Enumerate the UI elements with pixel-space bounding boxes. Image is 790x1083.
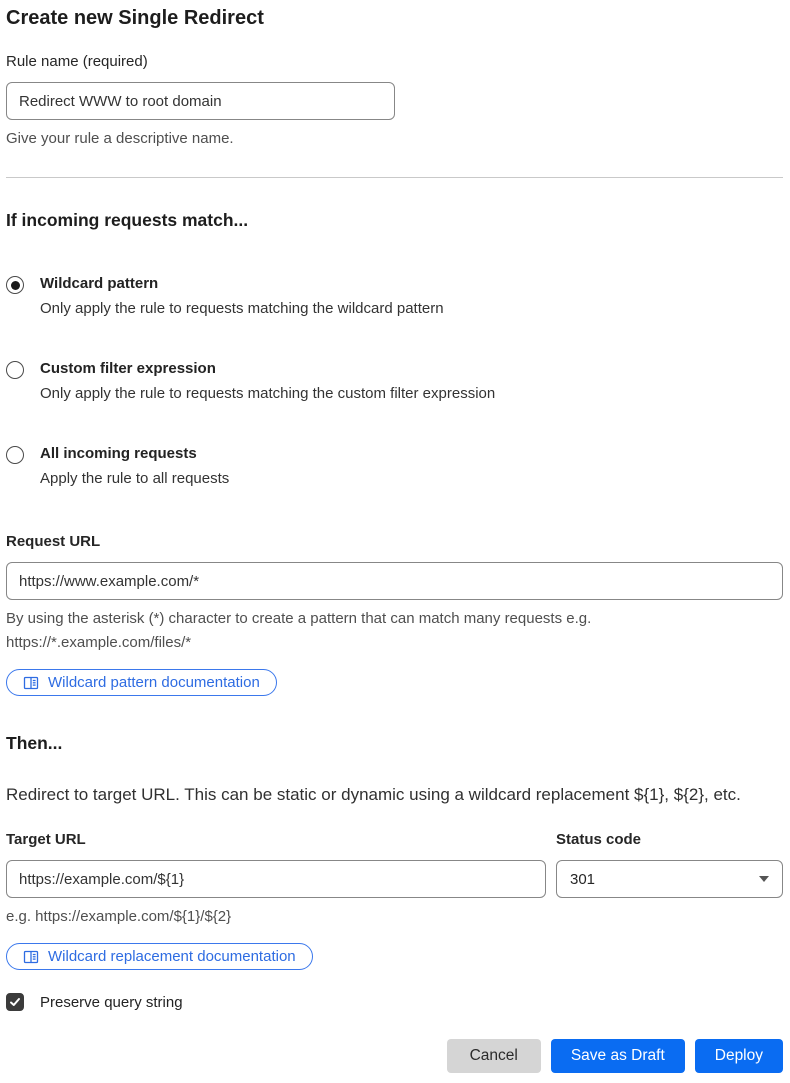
- doc-button-label: Wildcard pattern documentation: [48, 674, 260, 691]
- radio-option-description: Only apply the rule to requests matching the custom filter expression: [40, 385, 496, 402]
- save-as-draft-button[interactable]: Save as Draft: [551, 1039, 685, 1073]
- radio-icon[interactable]: [6, 276, 24, 294]
- request-url-field: [6, 533, 783, 655]
- section-divider: [6, 177, 783, 178]
- match-type-radio-group: [6, 274, 783, 489]
- form-actions: [6, 1039, 783, 1073]
- request-url-input[interactable]: [6, 562, 783, 600]
- request-url-help-line2: https://*.example.com/files/*: [6, 634, 192, 651]
- checkmark-icon: [9, 996, 21, 1008]
- then-description: Redirect to target URL. This can be static or dynamic using a wildcard replacement ${1}, ${2}, etc.: [6, 785, 741, 804]
- wildcard-pattern-documentation-button[interactable]: [6, 669, 277, 696]
- match-section-heading: If incoming requests match...: [6, 210, 249, 230]
- request-url-label: Request URL: [6, 533, 101, 550]
- radio-option-custom-filter-expression[interactable]: [6, 359, 783, 404]
- request-url-help-line1: By using the asterisk (*) character to create a pattern that can match many requests e.g.: [6, 610, 592, 627]
- radio-option-label: Custom filter expression: [40, 360, 216, 377]
- preserve-query-label: Preserve query string: [40, 993, 183, 1011]
- request-url-help: [6, 607, 783, 655]
- radio-option-wildcard-pattern[interactable]: [6, 274, 783, 319]
- radio-icon[interactable]: [6, 361, 24, 379]
- status-code-value: 301: [570, 870, 596, 888]
- target-url-input[interactable]: [6, 860, 546, 898]
- radio-icon[interactable]: [6, 446, 24, 464]
- open-book-icon: [23, 949, 39, 965]
- preserve-query-checkbox[interactable]: [6, 993, 24, 1011]
- deploy-button[interactable]: Deploy: [695, 1039, 783, 1073]
- rule-name-field: [6, 53, 783, 151]
- target-url-field: [6, 831, 546, 929]
- radio-option-label: All incoming requests: [40, 445, 197, 462]
- radio-option-description: Only apply the rule to requests matching the wildcard pattern: [40, 300, 444, 317]
- target-url-label: Target URL: [6, 831, 86, 848]
- preserve-query-string-row[interactable]: [6, 993, 783, 1011]
- radio-option-all-incoming-requests[interactable]: [6, 444, 783, 489]
- target-url-help: e.g. https://example.com/${1}/${2}: [6, 908, 232, 925]
- rule-name-input[interactable]: [6, 82, 395, 120]
- status-code-select[interactable]: [556, 860, 783, 898]
- target-url-status-row: [6, 831, 783, 929]
- page-title: Create new Single Redirect: [6, 7, 264, 29]
- chevron-down-icon: [759, 876, 769, 882]
- open-book-icon: [23, 675, 39, 691]
- radio-option-description: Apply the rule to all requests: [40, 470, 230, 487]
- doc-button-label: Wildcard replacement documentation: [48, 948, 296, 965]
- status-code-label: Status code: [556, 831, 642, 848]
- rule-name-help: Give your rule a descriptive name.: [6, 130, 234, 147]
- cancel-button[interactable]: Cancel: [447, 1039, 541, 1073]
- wildcard-replacement-documentation-button[interactable]: [6, 943, 313, 970]
- radio-option-label: Wildcard pattern: [40, 275, 159, 292]
- rule-name-label: Rule name (required): [6, 53, 148, 70]
- status-code-field: [556, 831, 783, 929]
- then-heading: Then...: [6, 733, 63, 753]
